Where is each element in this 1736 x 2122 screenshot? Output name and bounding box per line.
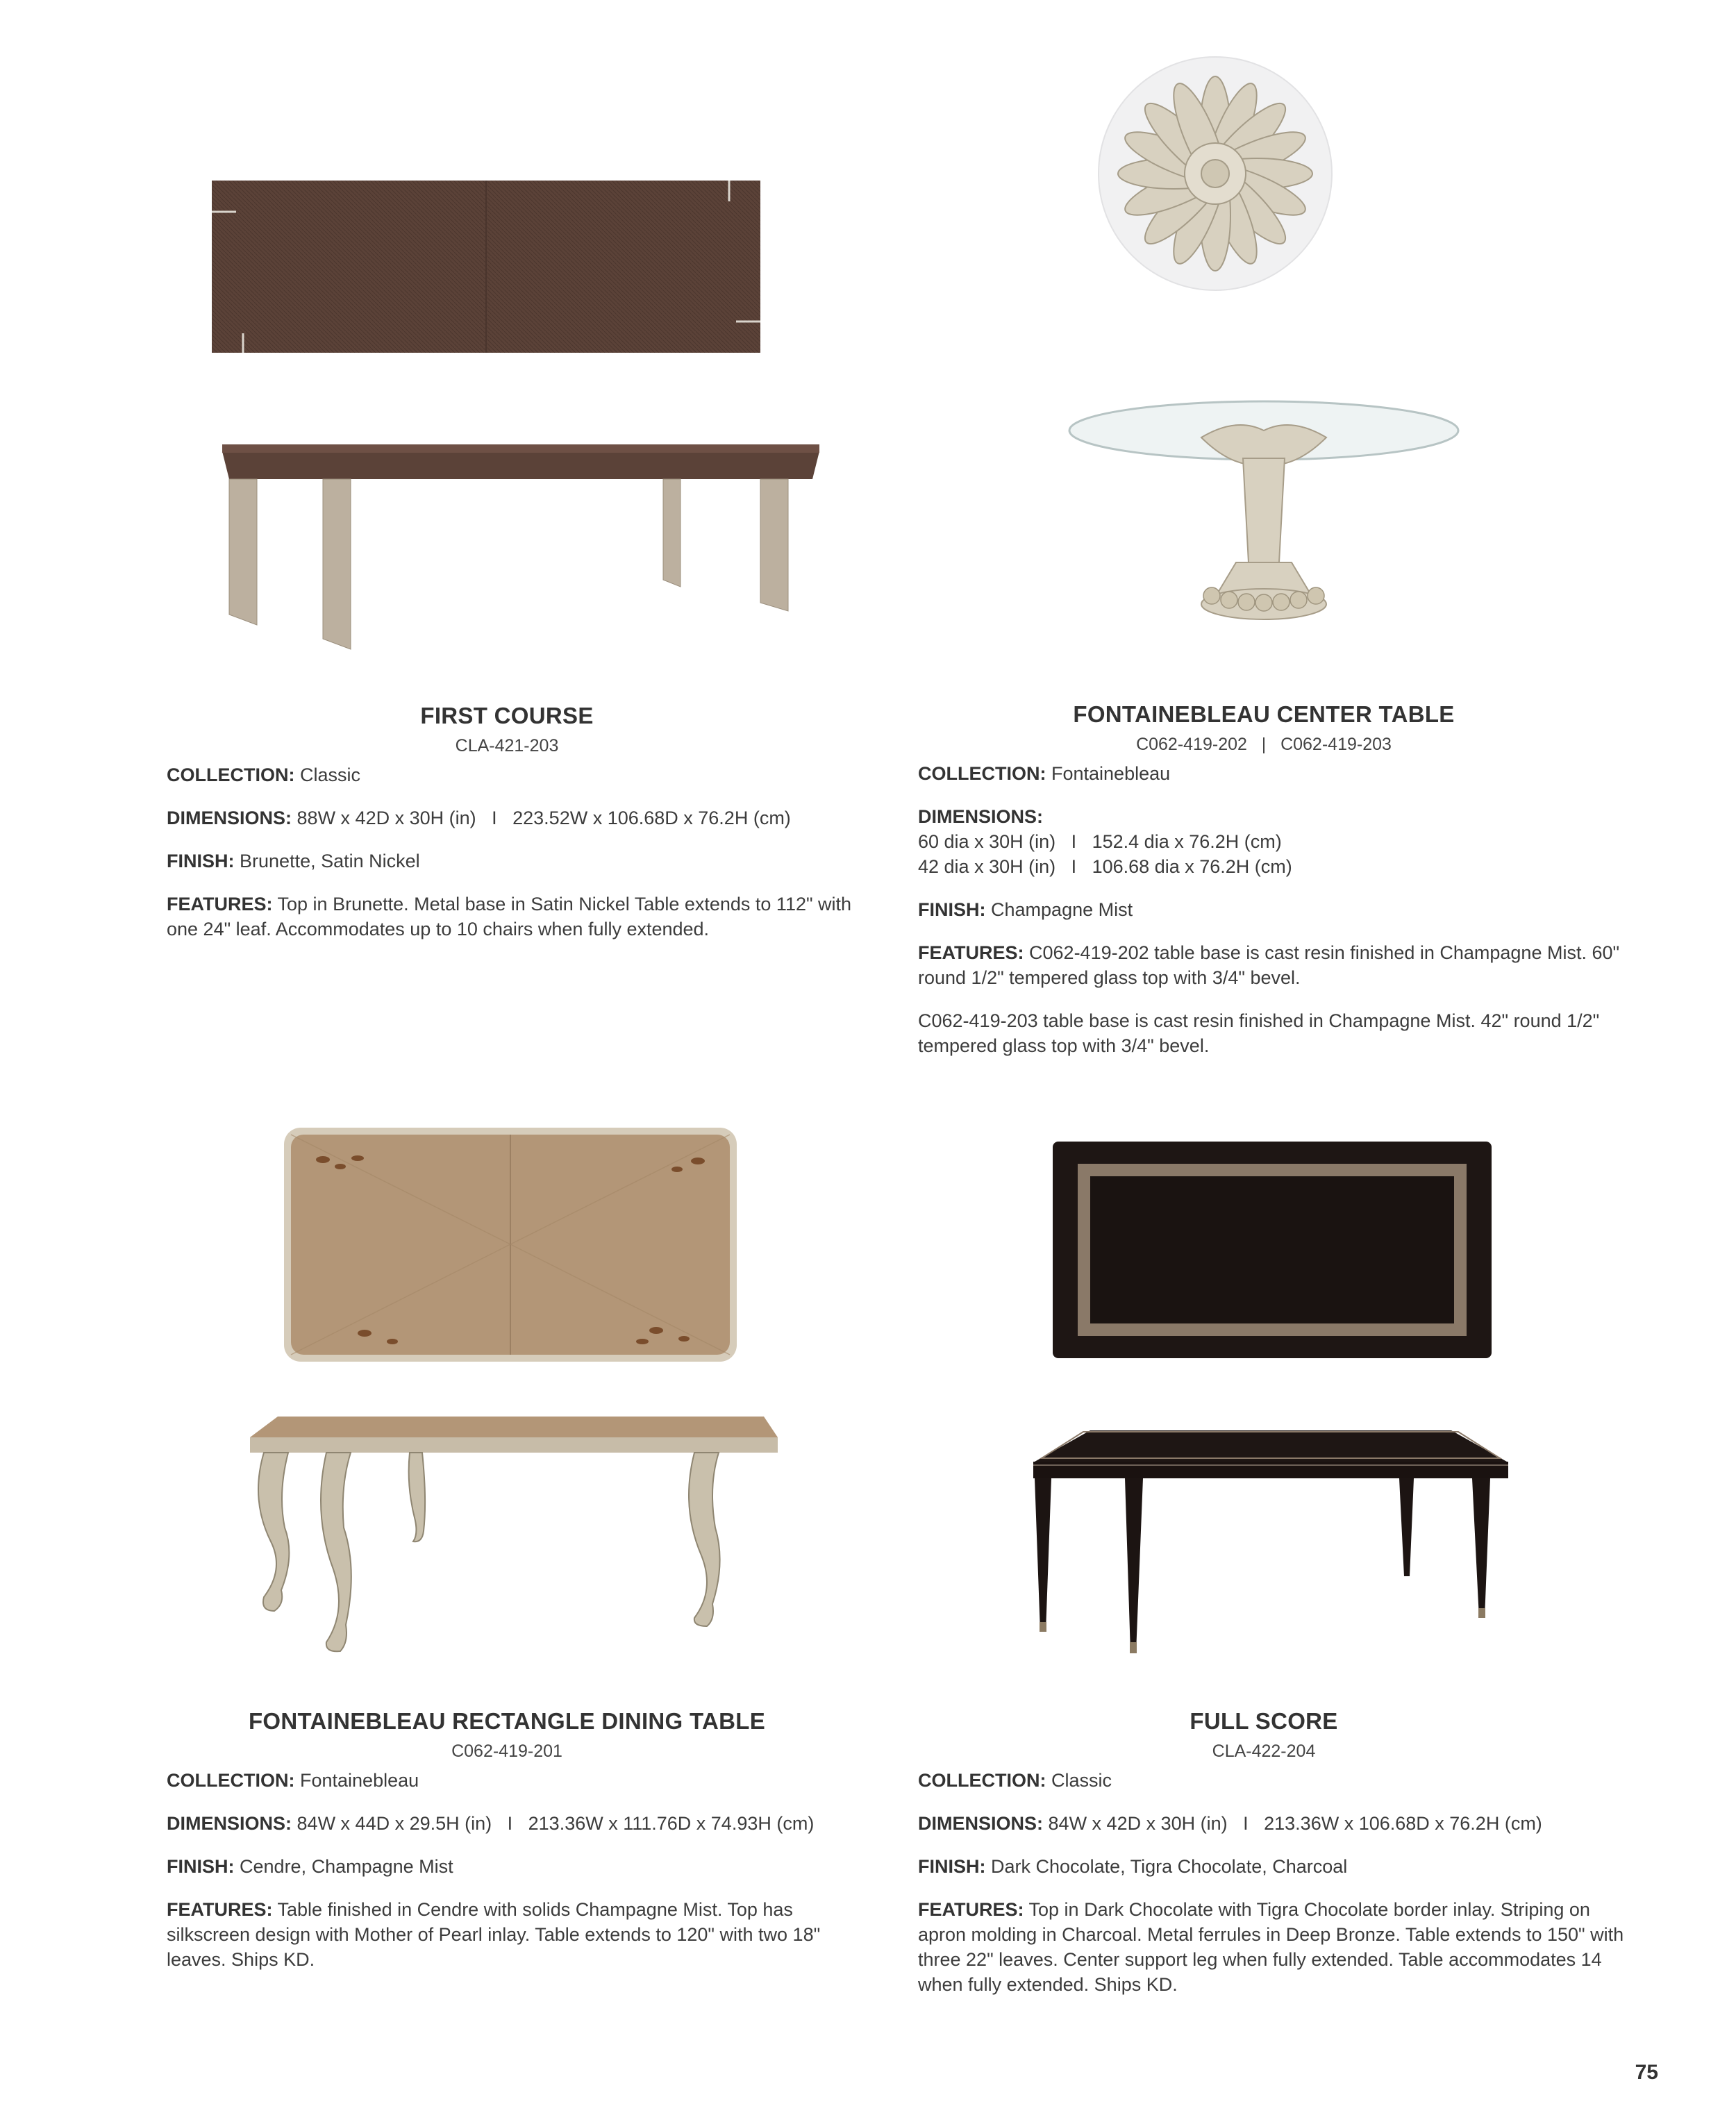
dimensions-value: 88W x 42D x 30H (in) I 223.52W x 106.68D x 76.2H (cm) (297, 808, 791, 828)
first-course-side-image (208, 437, 833, 660)
collection-value: Fontainebleau (300, 1770, 419, 1791)
features-label: FEATURES: (918, 942, 1024, 963)
finish-label: FINISH: (167, 851, 235, 871)
page-number: 75 (1635, 2061, 1658, 2084)
product-specs (167, 762, 868, 942)
collection-label: COLLECTION: (167, 1770, 295, 1791)
finish-value: Champagne Mist (991, 899, 1133, 920)
finish-value: Dark Chocolate, Tigra Chocolate, Charcoal (991, 1856, 1348, 1877)
product-title: FULL SCORE (1190, 1708, 1338, 1734)
product-specs (918, 1768, 1626, 1997)
product-title: FIRST COURSE (420, 703, 594, 728)
finish-label: FINISH: (918, 899, 986, 920)
product-specs (167, 1768, 875, 1972)
fontainebleau-rectangle-side-image (236, 1403, 792, 1660)
first-course-top-image (208, 177, 764, 358)
features-label: FEATURES: (167, 894, 273, 914)
dimensions-label: DIMENSIONS: (918, 1813, 1044, 1834)
product-title: FONTAINEBLEAU RECTANGLE DINING TABLE (248, 1708, 766, 1734)
features-value: C062-419-202 table base is cast resin finished in Champagne Mist. 60" round 1/2" tempered glass top with 3/4" bevel. (918, 942, 1620, 988)
collection-label: COLLECTION: (918, 763, 1046, 784)
dimensions-label: DIMENSIONS: (167, 808, 292, 828)
features-value: Top in Dark Chocolate with Tigra Chocolate border inlay. Striping on apron molding in Charcoal. Metal ferrules in Deep Bronze. Table extends to 150" with three 22" leaves. Center support leg when fully extended. Table accommodates 14 when fully extended. Ships KD. (918, 1899, 1624, 1995)
dimensions-label: DIMENSIONS: (918, 806, 1044, 827)
features-value: Table finished in Cendre with solids Champagne Mist. Top has silkscreen design with Mother of Pearl inlay. Table extends to 120" with two 18" leaves. Ships KD. (167, 1899, 821, 1970)
finish-value: Brunette, Satin Nickel (240, 851, 420, 871)
finish-label: FINISH: (167, 1856, 235, 1877)
collection-value: Fontainebleau (1051, 763, 1171, 784)
features-value-2: C062-419-203 table base is cast resin finished in Champagne Mist. 42" round 1/2" tempered glass top with 3/4" bevel. (918, 1010, 1600, 1056)
fontainebleau-center-top-image (1097, 56, 1333, 292)
dimensions-line-2: 42 dia x 30H (in) I 106.68 dia x 76.2H (cm) (918, 856, 1292, 877)
fontainebleau-rectangle-top-image (281, 1125, 740, 1364)
product-sku: C062-419-202 | C062-419-203 (1136, 735, 1392, 754)
features-value: Top in Brunette. Metal base in Satin Nickel Table extends to 112" with one 24" leaf. Accommodates up to 10 chairs when fully extended. (167, 894, 852, 939)
dimensions-value: 84W x 42D x 30H (in) I 213.36W x 106.68D x 76.2H (cm) (1048, 1813, 1542, 1834)
collection-label: COLLECTION: (918, 1770, 1046, 1791)
product-sku: CLA-422-204 (1212, 1741, 1316, 1761)
dimensions-line-1: 60 dia x 30H (in) I 152.4 dia x 76.2H (cm) (918, 831, 1282, 852)
full-score-top-image (1050, 1139, 1494, 1361)
full-score-side-image (1021, 1417, 1521, 1660)
dimensions-value: 84W x 44D x 29.5H (in) I 213.36W x 111.76D x 74.93H (cm) (297, 1813, 815, 1834)
finish-label: FINISH: (918, 1856, 986, 1877)
flower-medallion (1118, 76, 1312, 271)
collection-value: Classic (1051, 1770, 1112, 1791)
product-specs (918, 761, 1626, 1058)
finish-value: Cendre, Champagne Mist (240, 1856, 453, 1877)
product-title: FONTAINEBLEAU CENTER TABLE (1073, 701, 1455, 727)
features-label: FEATURES: (167, 1899, 273, 1920)
product-sku: C062-419-201 (451, 1741, 562, 1761)
fontainebleau-center-side-image (1062, 389, 1465, 639)
collection-value: Classic (300, 765, 361, 785)
features-label: FEATURES: (918, 1899, 1024, 1920)
collection-label: COLLECTION: (167, 765, 295, 785)
dimensions-label: DIMENSIONS: (167, 1813, 292, 1834)
product-sku: CLA-421-203 (455, 736, 559, 755)
